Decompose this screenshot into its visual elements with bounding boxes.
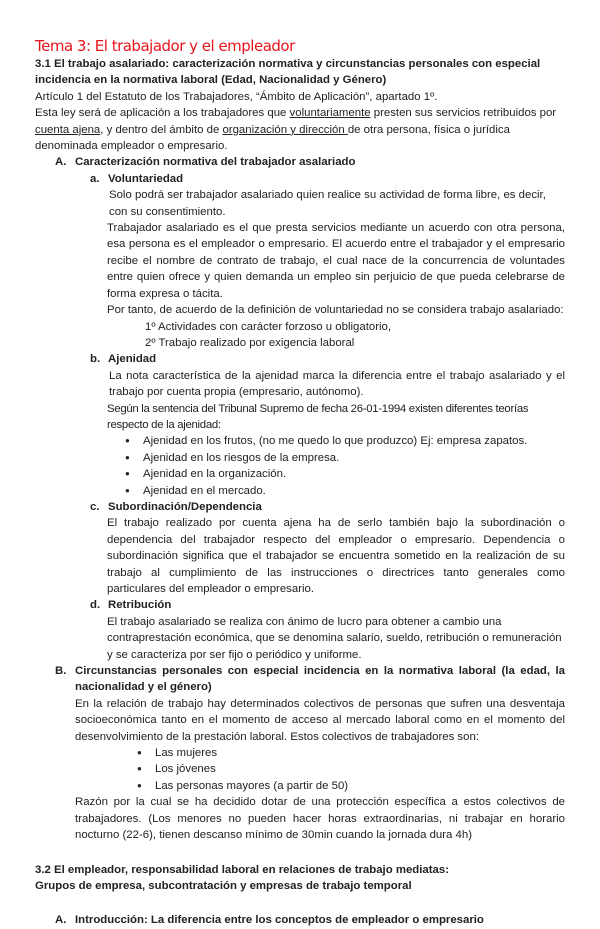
list-item: 1º Actividades con carácter forzoso u obligatorio, bbox=[145, 320, 392, 333]
retribucion-body: El trabajo asalariado se realiza con ánimo de lucro para obtener a cambio una contraprestación económica, que se denomina salario, sueldo, retribución o remuneración y se caracteriza por ser fijo o periódico y uniforme. bbox=[107, 615, 562, 661]
heading-text: Subordinación/Dependencia bbox=[108, 500, 262, 513]
heading-text: Caracterización normativa del trabajador asalariado bbox=[75, 156, 356, 169]
paragraph: Solo podrá ser trabajador asalariado quien realice su actividad de forma libre, es decir, con su consentimiento. bbox=[109, 189, 546, 218]
paragraph: Por tanto, de acuerdo de la definición de voluntariedad no se considera trabajo asalariado: bbox=[107, 304, 564, 317]
list-item: ● Ajenidad en la organización. bbox=[143, 466, 565, 482]
list-item: ● Ajenidad en el mercado. bbox=[143, 483, 565, 499]
list-item: ● Las personas mayores (a partir de 50) bbox=[155, 778, 565, 794]
document-title: Tema 3: El trabajador y el empleador bbox=[35, 37, 295, 55]
heading-line: Grupos de empresa, subcontratación y empresas de trabajo temporal bbox=[35, 879, 412, 892]
subordinacion-heading bbox=[35, 499, 565, 515]
list-label: a. bbox=[90, 172, 100, 185]
voluntariedad-body bbox=[35, 187, 565, 318]
intro-paragraph bbox=[35, 105, 565, 154]
intro-text: Esta ley será de aplicación a los trabajadores que bbox=[35, 107, 290, 120]
list-item: 2º Trabajo realizado por exigencia laboral bbox=[145, 336, 355, 349]
list-label: A. bbox=[55, 156, 67, 169]
voluntariedad-heading bbox=[35, 171, 565, 187]
list-label: A. bbox=[55, 914, 67, 927]
numbered-list bbox=[35, 319, 565, 352]
list-label: c. bbox=[90, 500, 100, 513]
intro-text: , y dentro del ámbito de bbox=[100, 123, 223, 136]
bullet-list bbox=[35, 433, 565, 499]
bullet-list bbox=[35, 745, 565, 794]
paragraph: Según la sentencia del Tribunal Supremo de fecha 26-01-1994 existen diferentes teorías respecto de la ajenidad: bbox=[107, 402, 529, 431]
retribucion-heading bbox=[35, 597, 565, 613]
ajenidad-heading bbox=[35, 351, 565, 367]
section-3-1-heading: 3.1 El trabajo asalariado: caracterización normativa y circunstancias personales con especial incidencia en la normativa laboral (Edad, Nacionalidad y Género) bbox=[35, 58, 541, 87]
subsection-b-heading bbox=[35, 663, 565, 696]
paragraph: En la relación de trabajo hay determinados colectivos de personas que sufren una desventaja socioeconómica tanto en el momento de acceso al mercado laboral como en el momento del desenvolvimiento de la prestación laboral. Estos colectivos de trabajadores son: bbox=[75, 697, 565, 743]
list-label: d. bbox=[90, 599, 101, 612]
underlined-term: voluntariamente bbox=[289, 107, 371, 120]
intro-text: presten sus servicios retribuidos por bbox=[370, 107, 557, 120]
heading-text: Ajenidad bbox=[108, 353, 157, 366]
heading-line: 3.2 El empleador, responsabilidad laboral en relaciones de trabajo mediatas: bbox=[35, 863, 450, 876]
paragraph: Razón por la cual se ha decidido dotar de una protección específica a estos colectivos de trabajadores. (Los menores no pueden hacer horas extraordinarias, ni trabajar en horario nocturno (22-6), tienen descanso mínimo de 30min cuando la jornada dura 4h) bbox=[75, 796, 565, 842]
subsection-a-heading bbox=[35, 154, 565, 170]
heading-text: Voluntariedad bbox=[108, 172, 184, 185]
heading-text: Introducción: La diferencia entre los conceptos de empleador o empresario bbox=[75, 914, 484, 927]
list-label: b. bbox=[90, 353, 101, 366]
paragraph: Trabajador asalariado es el que presta servicios mediante un acuerdo con otra persona, esa persona es el empleador o empresario. El acuerdo entre el trabajador y el empresario recibe el nombre de contrato de trabajo, el cual nace de la concurrencia de voluntades entre quien ofrece y quien demanda un empleo sin perjuicio de que pueda celebrarse de forma expresa o tácita. bbox=[107, 222, 565, 300]
document-page bbox=[35, 37, 565, 929]
list-item: ● Los jóvenes bbox=[155, 761, 565, 777]
list-label: B. bbox=[55, 665, 67, 678]
heading-text: Retribución bbox=[108, 599, 172, 612]
underlined-term: organización y dirección bbox=[222, 123, 348, 136]
list-item: ● Las mujeres bbox=[155, 745, 565, 761]
ajenidad-body bbox=[35, 368, 565, 434]
article-reference: Artículo 1 del Estatuto de los Trabajadores, “Ámbito de Aplicación”, apartado 1º. bbox=[35, 90, 438, 103]
subordinacion-body: El trabajo realizado por cuenta ajena ha de serlo también bajo la subordinación o dependencia del trabajador respecto del empleador o empresario. Dependencia o subordinación significa que el trabajador se encuentra sometido en la realización de su trabajo al cumplimiento de las instrucciones o directrices tanto generales como particulares del empleador o empresario. bbox=[107, 517, 565, 595]
introduccion-heading bbox=[35, 912, 565, 928]
paragraph: La nota característica de la ajenidad marca la diferencia entre el trabajo asalariado y el trabajo por cuenta propia (empresario, autónomo). bbox=[109, 369, 565, 399]
intro-text: de otra persona, física o jurídica denominada empleador o empresario. bbox=[35, 123, 510, 153]
heading-text: Circunstancias personales con especial incidencia en la normativa laboral (la edad, la nacionalidad y el género) bbox=[75, 665, 565, 694]
section-3-2-heading bbox=[35, 862, 565, 895]
list-item: ● Ajenidad en los riesgos de la empresa. bbox=[143, 450, 565, 466]
underlined-term: cuenta ajena bbox=[35, 123, 101, 136]
list-item: ● Ajenidad en los frutos, (no me quedo lo que produzco) Ej: empresa zapatos. bbox=[143, 433, 565, 449]
